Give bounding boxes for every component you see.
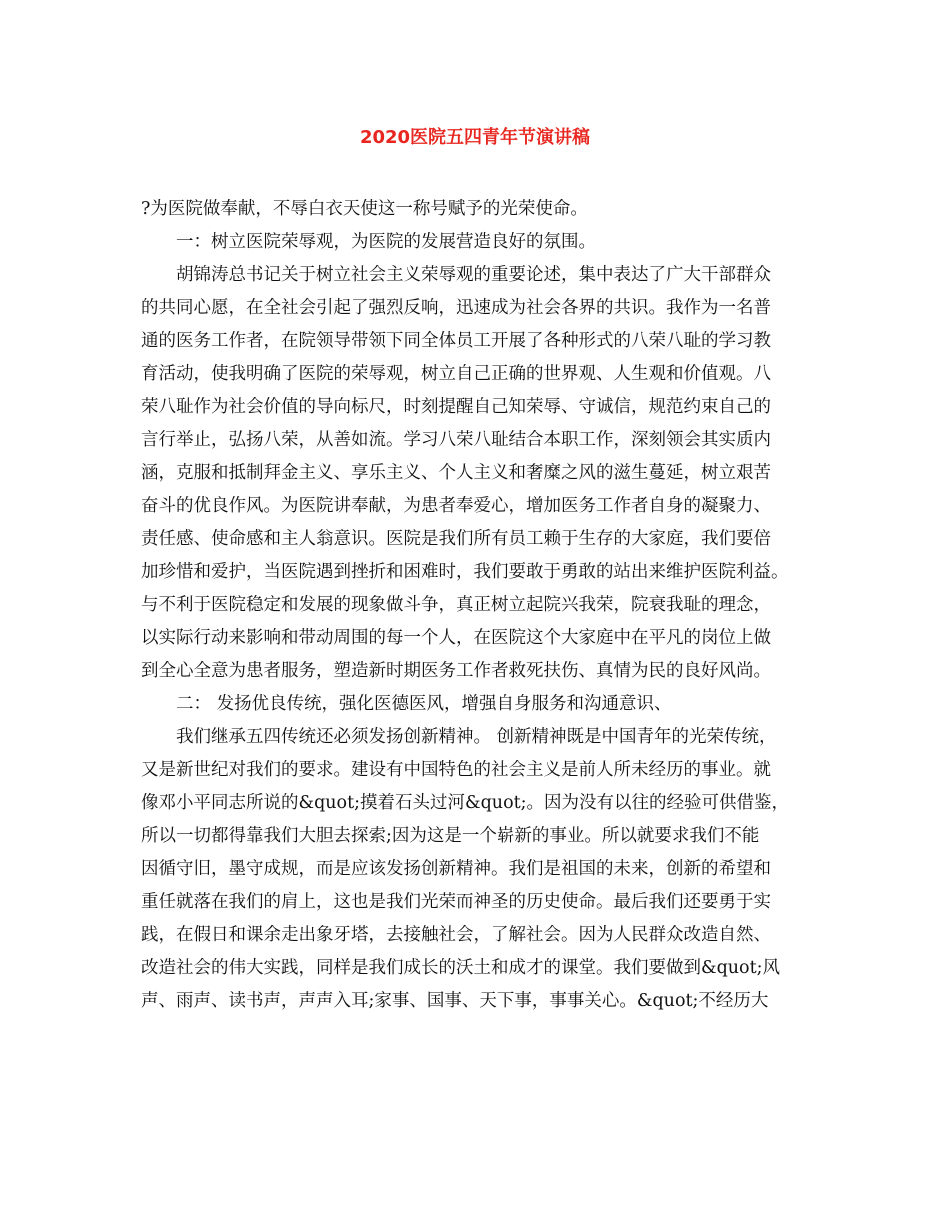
text-line: 与不利于医院稳定和发展的现象做斗争，真正树立起院兴我荣，院衰我耻的理念， [141, 595, 771, 615]
text-line: 以实际行动来影响和带动周围的每一个人，在医院这个大家庭中在平凡的岗位上做 [141, 628, 771, 648]
text-line: 加珍惜和爱护，当医院遇到挫折和困难时，我们要敢于勇敢的站出来维护医院利益。 [141, 562, 789, 582]
text-line: 奋斗的优良作风。为医院讲奉献，为患者奉爱心，增加医务工作者自身的凝聚力、 [141, 496, 771, 516]
text-line: 又是新世纪对我们的要求。建设有中国特色的社会主义是前人所未经历的事业。就 [141, 760, 771, 780]
text-line: 胡锦涛总书记关于树立社会主义荣辱观的重要论述，集中表达了广大干部群众 [176, 265, 771, 285]
text-line: 因循守旧，墨守成规，而是应该发扬创新精神。我们是祖国的未来，创新的希望和 [141, 859, 771, 879]
text-line: 的共同心愿，在全社会引起了强烈反响，迅速成为社会各界的共识。我作为一名普 [141, 298, 771, 318]
text-line: 我们继承五四传统还必须发扬创新精神。 创新精神既是中国青年的光荣传统， [176, 727, 777, 747]
text-line: 所以一切都得靠我们大胆去探索;因为这是一个崭新的事业。所以就要求我们不能 [141, 826, 760, 846]
text-line: 像邓小平同志所说的&quot;摸着石头过河&quot;。因为没有以往的经验可供借鉴， [141, 793, 790, 813]
text-line: 重任就落在我们的肩上，这也是我们光荣而神圣的历史使命。最后我们还要勇于实 [141, 892, 771, 912]
text-line: 责任感、使命感和主人翁意识。医院是我们所有员工赖于生存的大家庭，我们要倍 [141, 529, 771, 549]
text-line: 育活动，使我明确了医院的荣辱观，树立自己正确的世界观、人生观和价值观。八 [141, 364, 771, 384]
text-line: 言行举止，弘扬八荣，从善如流。学习八荣八耻结合本职工作，深刻领会其实质内 [141, 430, 771, 450]
text-line: 涵，克服和抵制拜金主义、享乐主义、个人主义和奢糜之风的滋生蔓延，树立艰苦 [141, 463, 771, 483]
document-title: 2020医院五四青年节演讲稿 [359, 127, 591, 148]
text-line: ?为医院做奉献，不辱白衣天使这一称号赋予的光荣使命。 [141, 199, 588, 219]
text-line: 荣八耻作为社会价值的导向标尺，时刻提醒自己知荣辱、守诚信，规范约束自己的 [141, 397, 771, 417]
text-line: 通的医务工作者，在院领导带领下同全体员工开展了各种形式的八荣八耻的学习教 [141, 331, 771, 351]
section-heading-2: 二： 发扬优良传统，强化医德医风，增强自身服务和沟通意识、 [176, 694, 672, 714]
text-line: 践，在假日和课余走出象牙塔，去接触社会，了解社会。因为人民群众改造自然、 [141, 925, 771, 945]
text-line: 改造社会的伟大实践，同样是我们成长的沃土和成才的课堂。我们要做到&quot;风 [141, 958, 781, 978]
text-line: 声、雨声、读书声，声声入耳;家事、国事、天下事，事事关心。&quot;不经历大 [141, 991, 769, 1011]
section-heading-1: 一：树立医院荣辱观，为医院的发展营造良好的氛围。 [176, 232, 596, 252]
document-body [141, 193, 811, 1018]
text-line: 到全心全意为患者服务，塑造新时期医务工作者救死扶伤、真情为民的良好风尚。 [141, 661, 771, 681]
